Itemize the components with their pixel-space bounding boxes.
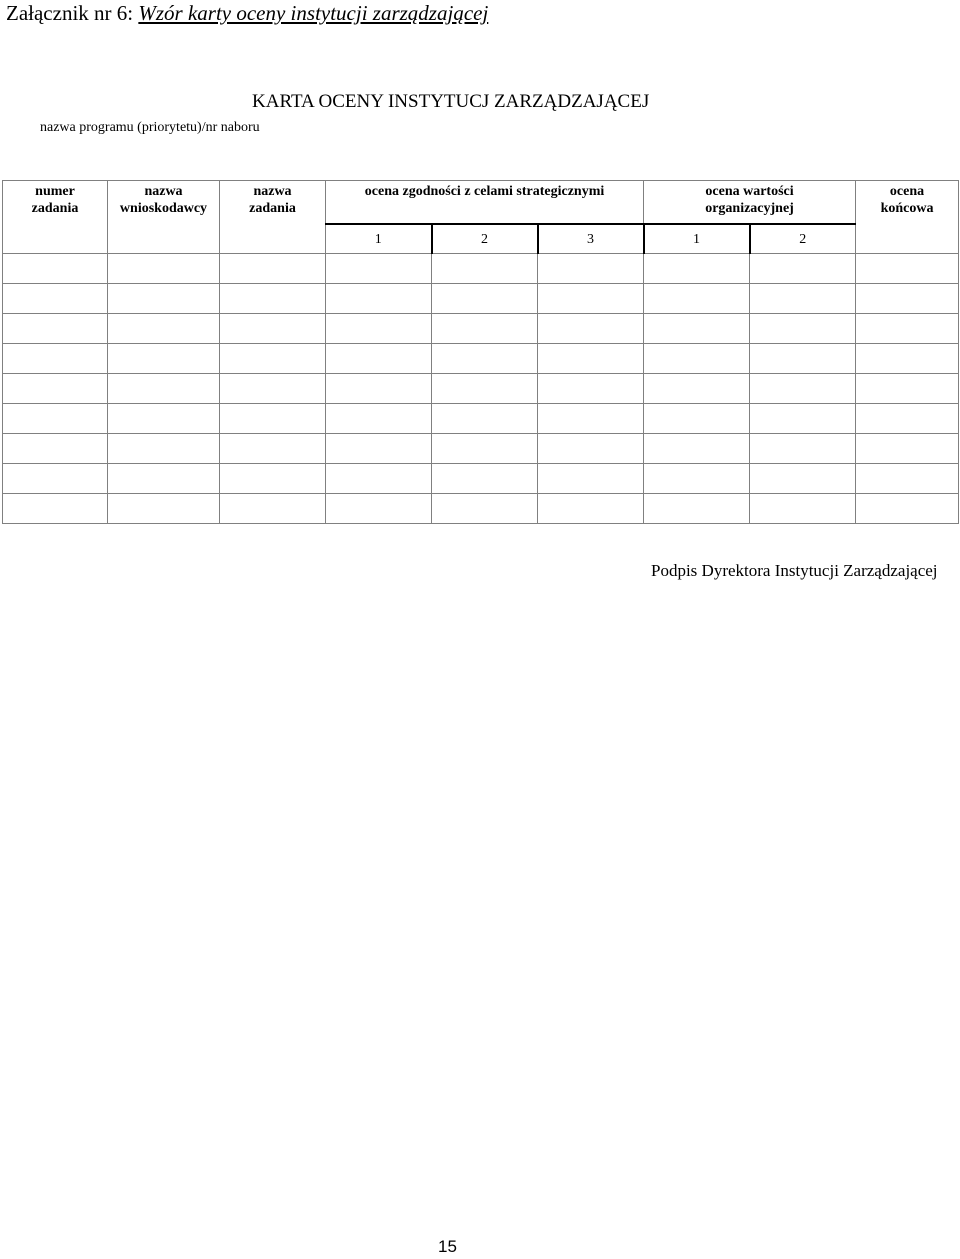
header-task-number: numer zadania <box>3 181 108 254</box>
table-cell[interactable] <box>432 314 538 344</box>
table-cell[interactable] <box>538 404 644 434</box>
header-task-name: nazwa zadania <box>220 181 326 254</box>
table-cell[interactable] <box>856 464 959 494</box>
table-cell[interactable] <box>220 464 326 494</box>
table-cell[interactable] <box>108 254 220 284</box>
table-cell[interactable] <box>432 344 538 374</box>
table-cell[interactable] <box>750 314 856 344</box>
subheader-organizational-1: 1 <box>644 224 750 254</box>
table-row <box>3 374 959 404</box>
header-final-score: ocena końcowa <box>856 181 959 254</box>
table-cell[interactable] <box>432 434 538 464</box>
heading-prefix: Załącznik nr 6: <box>6 1 139 25</box>
document-heading <box>6 0 488 26</box>
table-cell[interactable] <box>3 404 108 434</box>
subheader-strategic-2: 2 <box>432 224 538 254</box>
table-cell[interactable] <box>538 344 644 374</box>
page-number: 15 <box>438 1237 457 1256</box>
table-body <box>3 254 959 524</box>
table-cell[interactable] <box>538 494 644 524</box>
table-cell[interactable] <box>750 284 856 314</box>
table-cell[interactable] <box>326 494 432 524</box>
table-cell[interactable] <box>3 344 108 374</box>
table-cell[interactable] <box>538 254 644 284</box>
table-cell[interactable] <box>750 464 856 494</box>
program-label: nazwa programu (priorytetu)/nr naboru <box>40 120 260 135</box>
table-cell[interactable] <box>326 374 432 404</box>
header-applicant-name: nazwa wnioskodawcy <box>108 181 220 254</box>
table-cell[interactable] <box>644 284 750 314</box>
table-cell[interactable] <box>326 254 432 284</box>
table-cell[interactable] <box>538 434 644 464</box>
table-cell[interactable] <box>750 494 856 524</box>
table-cell[interactable] <box>326 434 432 464</box>
table-cell[interactable] <box>644 494 750 524</box>
table-cell[interactable] <box>326 284 432 314</box>
table-row <box>3 404 959 434</box>
table-cell[interactable] <box>750 434 856 464</box>
table-cell[interactable] <box>644 314 750 344</box>
table-cell[interactable] <box>432 494 538 524</box>
table-cell[interactable] <box>220 254 326 284</box>
table-cell[interactable] <box>856 344 959 374</box>
table-cell[interactable] <box>220 374 326 404</box>
table-row <box>3 494 959 524</box>
table-cell[interactable] <box>856 494 959 524</box>
table-cell[interactable] <box>108 314 220 344</box>
table-cell[interactable] <box>108 404 220 434</box>
table-cell[interactable] <box>644 404 750 434</box>
table-cell[interactable] <box>326 464 432 494</box>
table-cell[interactable] <box>220 434 326 464</box>
table-cell[interactable] <box>856 404 959 434</box>
table-cell[interactable] <box>108 494 220 524</box>
table-cell[interactable] <box>326 404 432 434</box>
table-cell[interactable] <box>538 284 644 314</box>
table-cell[interactable] <box>432 254 538 284</box>
table-cell[interactable] <box>538 464 644 494</box>
table-cell[interactable] <box>856 434 959 464</box>
table-cell[interactable] <box>3 494 108 524</box>
evaluation-table <box>2 180 959 524</box>
table-cell[interactable] <box>750 374 856 404</box>
signature-label: Podpis Dyrektora Instytucji Zarządzającej <box>651 561 938 580</box>
table-row <box>3 344 959 374</box>
table-cell[interactable] <box>3 464 108 494</box>
subheader-organizational-2: 2 <box>750 224 856 254</box>
table-row <box>3 434 959 464</box>
header-organizational-value: ocena wartości organizacyjnej <box>644 181 856 225</box>
table-cell[interactable] <box>220 284 326 314</box>
table-cell[interactable] <box>432 404 538 434</box>
table-cell[interactable] <box>644 254 750 284</box>
table-row <box>3 314 959 344</box>
table-cell[interactable] <box>326 344 432 374</box>
table-cell[interactable] <box>220 344 326 374</box>
table-cell[interactable] <box>432 284 538 314</box>
table-row <box>3 284 959 314</box>
table-cell[interactable] <box>644 374 750 404</box>
table-cell[interactable] <box>644 344 750 374</box>
table-cell[interactable] <box>108 464 220 494</box>
table-cell[interactable] <box>432 374 538 404</box>
table-cell[interactable] <box>644 464 750 494</box>
table-cell[interactable] <box>856 314 959 344</box>
table-cell[interactable] <box>3 254 108 284</box>
table-cell[interactable] <box>750 344 856 374</box>
table-cell[interactable] <box>538 314 644 344</box>
table-cell[interactable] <box>220 404 326 434</box>
table-cell[interactable] <box>750 404 856 434</box>
card-title: KARTA OCENY INSTYTUCJ ZARZĄDZAJĄCEJ <box>252 91 650 112</box>
table-cell[interactable] <box>108 374 220 404</box>
table-cell[interactable] <box>750 254 856 284</box>
table-cell[interactable] <box>3 284 108 314</box>
subheader-strategic-1: 1 <box>326 224 432 254</box>
table-cell[interactable] <box>3 434 108 464</box>
table-cell[interactable] <box>108 284 220 314</box>
table-row <box>3 254 959 284</box>
table-cell[interactable] <box>220 494 326 524</box>
table-cell[interactable] <box>220 314 326 344</box>
table-cell[interactable] <box>856 254 959 284</box>
table-cell[interactable] <box>856 284 959 314</box>
header-strategic-goals: ocena zgodności z celami strategicznymi <box>326 181 644 225</box>
table-cell[interactable] <box>3 314 108 344</box>
heading-title: Wzór karty oceny instytucji zarządzającej <box>138 1 489 25</box>
table-cell[interactable] <box>538 374 644 404</box>
table-cell[interactable] <box>432 464 538 494</box>
table-cell[interactable] <box>644 434 750 464</box>
table-cell[interactable] <box>856 374 959 404</box>
table-cell[interactable] <box>326 314 432 344</box>
table-cell[interactable] <box>108 344 220 374</box>
table-cell[interactable] <box>3 374 108 404</box>
table-row <box>3 464 959 494</box>
table-cell[interactable] <box>108 434 220 464</box>
subheader-strategic-3: 3 <box>538 224 644 254</box>
